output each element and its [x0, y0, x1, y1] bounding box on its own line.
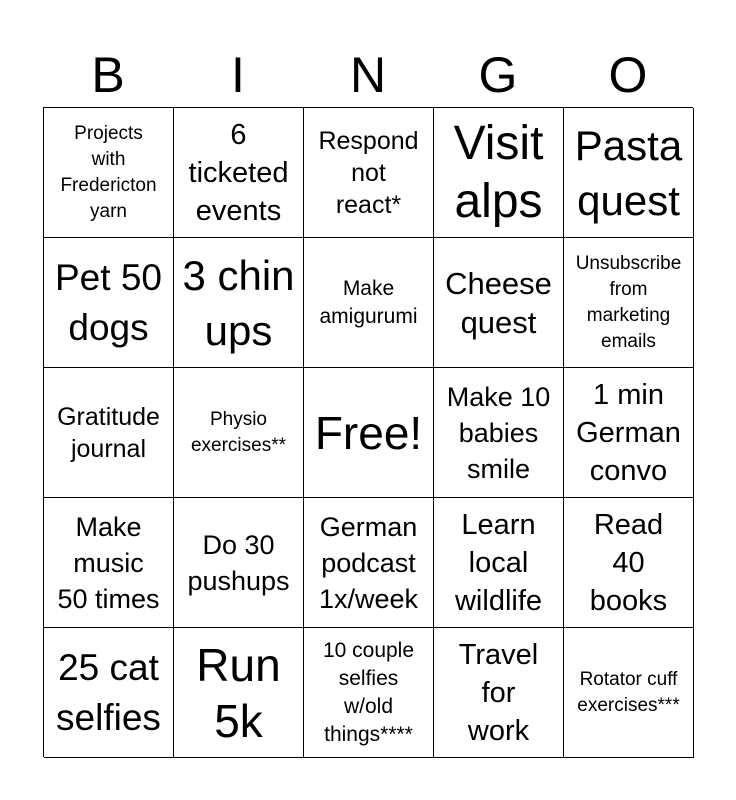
bingo-cell[interactable] [44, 108, 174, 238]
cell-text: Make 10 babies smile [446, 381, 551, 484]
bingo-cell[interactable] [304, 238, 434, 368]
bingo-cell[interactable] [44, 498, 174, 628]
bingo-cell[interactable] [564, 108, 694, 238]
header-letter-i: I [231, 47, 245, 103]
bingo-cell[interactable] [564, 238, 694, 368]
cell-text: 1 min German convo [576, 378, 681, 487]
free-space-cell[interactable] [304, 368, 434, 498]
cell-text: Gratitude journal [57, 402, 160, 463]
bingo-cell[interactable] [304, 498, 434, 628]
bingo-cell[interactable] [564, 498, 694, 628]
bingo-cell[interactable] [304, 628, 434, 758]
cell-text: 10 couple selfies w/old things**** [322, 638, 415, 746]
header-letter-o: O [608, 47, 648, 103]
cell-text: Physio exercises** [190, 408, 287, 456]
bingo-header [43, 46, 693, 104]
cell-text: 25 cat selfies [56, 646, 161, 738]
cell-text: Run 5k [196, 638, 281, 747]
bingo-grid [43, 107, 693, 757]
cell-text: Make music 50 times [57, 511, 160, 614]
header-letter-g: G [478, 47, 518, 103]
bingo-cell[interactable] [174, 628, 304, 758]
cell-text: Cheese quest [445, 265, 552, 340]
cell-text: Learn local wildlife [454, 508, 543, 617]
cell-text: Projects with Fredericton yarn [60, 122, 157, 222]
bingo-cell[interactable] [564, 368, 694, 498]
cell-text: German podcast 1x/week [318, 511, 419, 614]
bingo-cell[interactable] [44, 238, 174, 368]
cell-text: 6 ticketed events [188, 118, 289, 227]
cell-text: Pet 50 dogs [55, 256, 162, 348]
bingo-cell[interactable] [304, 108, 434, 238]
bingo-cell[interactable] [434, 368, 564, 498]
cell-text: Visit alps [453, 116, 544, 228]
bingo-cell[interactable] [174, 108, 304, 238]
bingo-cell[interactable] [44, 628, 174, 758]
cell-text: Travel for work [458, 638, 539, 747]
cell-text: Respond not react* [318, 126, 419, 219]
bingo-cell[interactable] [174, 498, 304, 628]
cell-text: Rotator cuff exercises*** [577, 668, 680, 716]
cell-text: Do 30 pushups [187, 529, 290, 596]
bingo-cell[interactable] [564, 628, 694, 758]
cell-text: Unsubscribe from marketing emails [575, 252, 682, 352]
bingo-cell[interactable] [174, 368, 304, 498]
header-letter-b: B [91, 47, 125, 103]
bingo-cell[interactable] [434, 108, 564, 238]
cell-text: Read 40 books [589, 508, 668, 617]
bingo-cell[interactable] [44, 368, 174, 498]
cell-text: Pasta quest [574, 121, 683, 224]
bingo-cell[interactable] [434, 628, 564, 758]
header-letter-n: N [349, 47, 387, 103]
bingo-cell[interactable] [434, 498, 564, 628]
cell-text: 3 chin ups [182, 251, 295, 354]
cell-text: Make amigurumi [319, 276, 418, 328]
bingo-cell[interactable] [434, 238, 564, 368]
cell-text: Free! [314, 406, 423, 459]
bingo-cell[interactable] [174, 238, 304, 368]
